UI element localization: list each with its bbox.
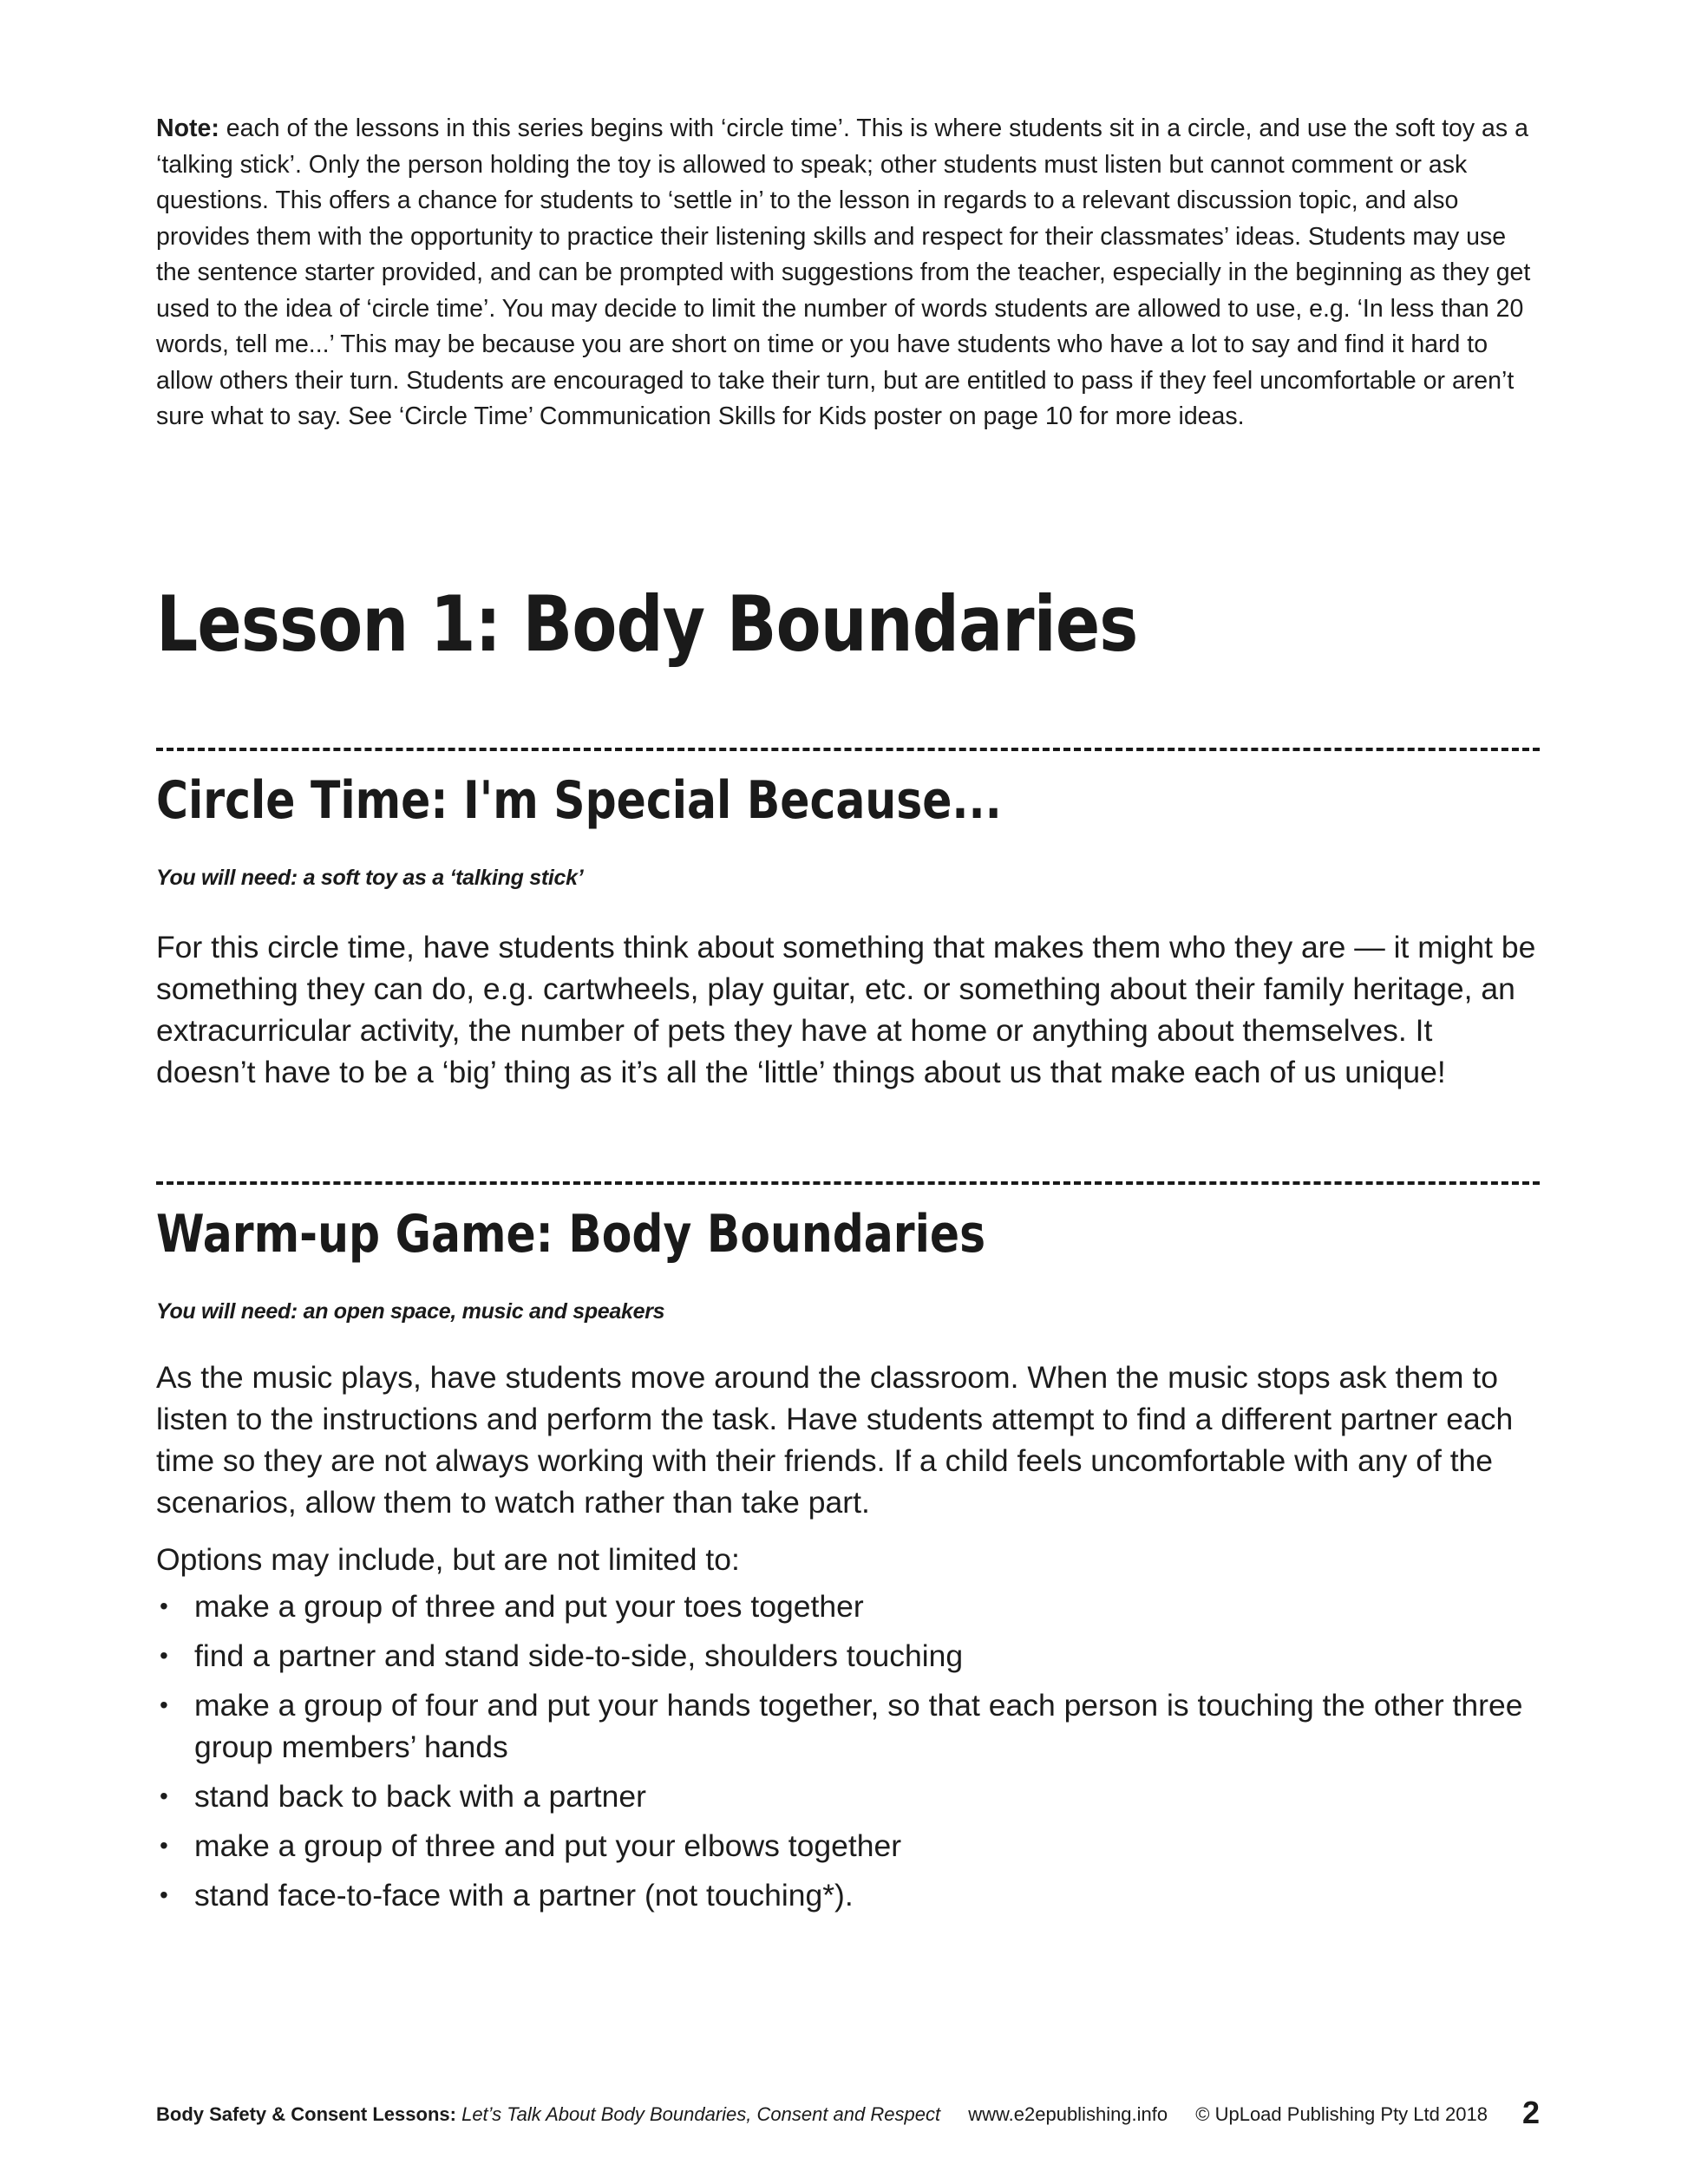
section-divider [156, 748, 1540, 751]
list-item-text: make a group of three and put your elbows together [194, 1828, 902, 1863]
page-footer [156, 2095, 1540, 2130]
warm-up-heading: Warm-up Game: Body Boundaries [156, 1204, 986, 1265]
list-item [156, 1586, 1540, 1627]
intro-note [156, 111, 1535, 435]
lesson-title: Lesson 1: Body Boundaries [156, 579, 1138, 669]
bullet-icon: • [160, 1691, 168, 1718]
list-item-text: make a group of four and put your hands together, so that each person is touching the other three group members’ hands [194, 1688, 1523, 1764]
circle-time-materials: You will need: a soft toy as a ‘talking stick’ [156, 866, 584, 890]
options-intro: Options may include, but are not limited to: [156, 1542, 740, 1577]
bullet-icon: • [160, 1642, 168, 1669]
options-list [156, 1586, 1540, 1924]
page-content [156, 111, 1536, 1913]
note-text: each of the lessons in this series begins with ‘circle time’. This is where students sit in a circle, and use the soft toy as a ‘talking stick’. Only the person holding the toy is allowed to speak; other students must listen but cannot comment or ask questions. This offers a chance for students to ‘settle in’ to the lesson in regards to a relevant discussion topic, and also provides them with the opportunity to practice their listening skills and respect for their classmates’ ideas. Students may use the sentence starter provided, and can be prompted with suggestions from the teacher, especially in the beginning as they get used to the idea of ‘circle time’. You may decide to limit the number of words students are allowed to use, e.g. ‘In less than 20 words, tell me...’ This may be because you are short on time or you have students who have a lot to say and find it hard to allow others their turn. Students are encouraged to take their turn, but are entitled to pass if they feel uncomfortable or aren’t sure what to say. See ‘Circle Time’ Communication Skills for Kids poster on page 10 for more ideas. [156, 114, 1531, 430]
list-item [156, 1635, 1540, 1677]
bullet-icon: • [160, 1832, 168, 1859]
warm-up-materials: You will need: an open space, music and speakers [156, 1299, 665, 1324]
list-item-text: find a partner and stand side-to-side, shoulders touching [194, 1638, 964, 1673]
warm-up-body: As the music plays, have students move around the classroom. When the music stops ask them to listen to the instructions and perform the task. Have students attempt to find a different partner each time so they are not always working with their friends. If a child feels uncomfortable with any of the scenarios, allow them to watch rather than take part. [156, 1360, 1514, 1520]
footer-subtitle: Let’s Talk About Body Boundaries, Consent and Respect [461, 2103, 941, 2125]
footer-website: www.e2epublishing.info [968, 2103, 1168, 2125]
list-item [156, 1775, 1540, 1817]
list-item-text: stand face-to-face with a partner (not touching*). [194, 1878, 854, 1913]
footer-copyright: © UpLoad Publishing Pty Ltd 2018 [1195, 2103, 1488, 2125]
note-label: Note: [156, 114, 219, 142]
page-number: 2 [1521, 2095, 1540, 2130]
circle-time-heading: Circle Time: I'm Special Because... [156, 770, 1002, 831]
section-divider [156, 1181, 1540, 1185]
list-item [156, 1684, 1540, 1768]
footer-series: Body Safety & Consent Lessons: [156, 2103, 456, 2125]
list-item-text: make a group of three and put your toes together [194, 1589, 864, 1624]
list-item [156, 1874, 1540, 1916]
bullet-icon: • [160, 1881, 168, 1908]
bullet-icon: • [160, 1782, 168, 1809]
list-item [156, 1825, 1540, 1867]
circle-time-body: For this circle time, have students think about something that makes them who they are — it might be something they can do, e.g. cartwheels, play guitar, etc. or something about their family heritage, an extracurricular activity, the number of pets they have at home or anything about themselves. It doesn’t have to be a ‘big’ thing as it’s all the ‘little’ things about us that make each of us unique! [156, 930, 1536, 1089]
bullet-icon: • [160, 1592, 168, 1619]
list-item-text: stand back to back with a partner [194, 1779, 646, 1814]
